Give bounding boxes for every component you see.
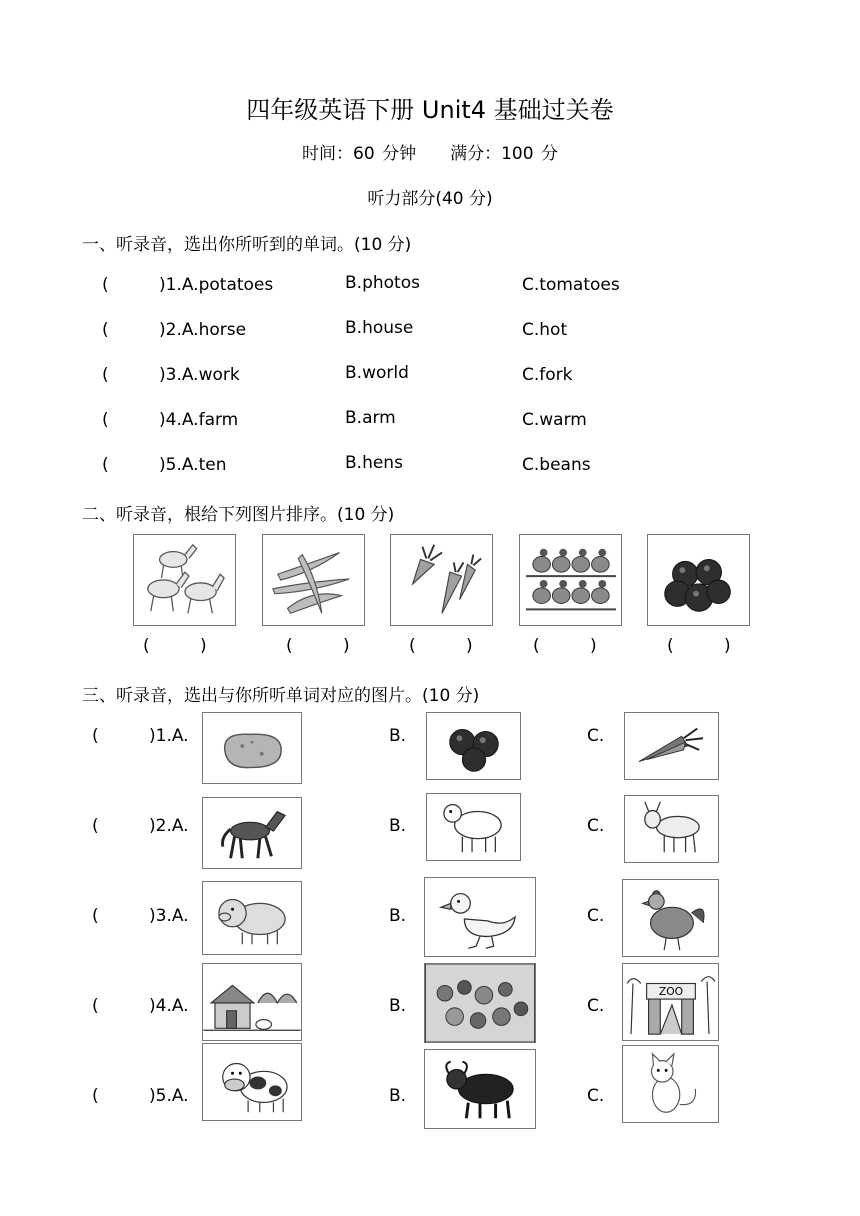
option-a-label: )5.A. bbox=[149, 1086, 189, 1106]
option-a-label: )1.A. bbox=[149, 726, 189, 746]
answer-blank[interactable]: ( bbox=[92, 816, 99, 836]
cow-icon[interactable] bbox=[202, 1043, 302, 1121]
option-c: C.warm bbox=[522, 410, 587, 430]
answer-blank[interactable]: ( bbox=[102, 455, 109, 475]
order-blank-open[interactable]: ( bbox=[667, 636, 674, 656]
option-a: )5.A.ten bbox=[159, 455, 227, 475]
exam-info bbox=[0, 139, 860, 164]
section2-heading: 二、听录音，根给下列图片排序。(10 分) bbox=[82, 505, 395, 525]
answer-blank[interactable]: ( bbox=[92, 726, 99, 746]
option-c: C.fork bbox=[522, 365, 573, 385]
horse-icon[interactable] bbox=[202, 797, 302, 869]
option-a: )1.A.potatoes bbox=[159, 275, 274, 295]
option-c: C.hot bbox=[522, 320, 568, 340]
order-blank-open[interactable]: ( bbox=[533, 636, 540, 656]
potato-icon[interactable] bbox=[202, 712, 302, 784]
option-b-label: B. bbox=[389, 726, 407, 746]
order-blank-close: ) bbox=[343, 636, 350, 656]
tomatoes-icon bbox=[647, 534, 750, 626]
hens-icon bbox=[519, 534, 622, 626]
option-b: B.arm bbox=[345, 408, 396, 428]
option-b: B.house bbox=[345, 318, 414, 338]
option-c-label: C. bbox=[587, 1086, 605, 1106]
green-beans-icon bbox=[262, 534, 365, 626]
answer-blank[interactable]: ( bbox=[102, 365, 109, 385]
answer-blank[interactable]: ( bbox=[92, 906, 99, 926]
order-blank-close: ) bbox=[200, 636, 207, 656]
order-blank-open[interactable]: ( bbox=[286, 636, 293, 656]
zoo-icon[interactable] bbox=[622, 963, 719, 1041]
option-b: B.world bbox=[345, 363, 409, 383]
pig-icon[interactable] bbox=[202, 881, 302, 955]
option-a-label: )2.A. bbox=[149, 816, 189, 836]
option-c-label: C. bbox=[587, 816, 605, 836]
option-b: B.photos bbox=[345, 273, 420, 293]
answer-blank[interactable]: ( bbox=[92, 1086, 99, 1106]
order-blank-close: ) bbox=[466, 636, 473, 656]
option-a-label: )3.A. bbox=[149, 906, 189, 926]
option-a: )2.A.horse bbox=[159, 320, 247, 340]
option-b-label: B. bbox=[389, 996, 407, 1016]
section1-heading: 一、听录音，选出你所听到的单词。(10 分) bbox=[82, 235, 412, 255]
order-blank-open[interactable]: ( bbox=[409, 636, 416, 656]
bull-icon[interactable] bbox=[424, 1049, 536, 1129]
answer-blank[interactable]: ( bbox=[102, 410, 109, 430]
carrot-icon[interactable] bbox=[624, 712, 719, 780]
option-a-label: )4.A. bbox=[149, 996, 189, 1016]
section3-heading: 三、听录音，选出与你所听单词对应的图片。(10 分) bbox=[82, 686, 480, 706]
zoo-sign-text: ZOO bbox=[658, 985, 684, 999]
option-c-label: C. bbox=[587, 996, 605, 1016]
cat-icon[interactable] bbox=[622, 1045, 719, 1123]
option-b: B.hens bbox=[345, 453, 403, 473]
option-c: C.beans bbox=[522, 455, 591, 475]
goat-icon[interactable] bbox=[624, 795, 719, 863]
hen-icon[interactable] bbox=[622, 879, 719, 957]
option-a: )4.A.farm bbox=[159, 410, 239, 430]
answer-blank[interactable]: ( bbox=[92, 996, 99, 1016]
option-c-label: C. bbox=[587, 726, 605, 746]
order-blank-close: ) bbox=[724, 636, 731, 656]
option-b-label: B. bbox=[389, 1086, 407, 1106]
option-b-label: B. bbox=[389, 906, 407, 926]
order-blank-open[interactable]: ( bbox=[143, 636, 150, 656]
option-a: )3.A.work bbox=[159, 365, 240, 385]
horses-icon bbox=[133, 534, 236, 626]
garden-icon[interactable] bbox=[424, 963, 536, 1043]
farm-icon[interactable] bbox=[202, 963, 302, 1041]
time-label: 时间：60 分钟 bbox=[302, 144, 417, 164]
order-blank-close: ) bbox=[590, 636, 597, 656]
option-c: C.tomatoes bbox=[522, 275, 620, 295]
page-title: 四年级英语下册 Unit4 基础过关卷 bbox=[246, 96, 614, 124]
answer-blank[interactable]: ( bbox=[102, 320, 109, 340]
option-b-label: B. bbox=[389, 816, 407, 836]
score-label: 满分：100 分 bbox=[450, 144, 558, 164]
carrots-icon bbox=[390, 534, 493, 626]
option-c-label: C. bbox=[587, 906, 605, 926]
tomatoes-icon[interactable] bbox=[426, 712, 521, 780]
answer-blank[interactable]: ( bbox=[102, 275, 109, 295]
listening-part-heading: 听力部分(40 分) bbox=[367, 189, 493, 209]
sheep-icon[interactable] bbox=[426, 793, 521, 861]
duck-icon[interactable] bbox=[424, 877, 536, 957]
